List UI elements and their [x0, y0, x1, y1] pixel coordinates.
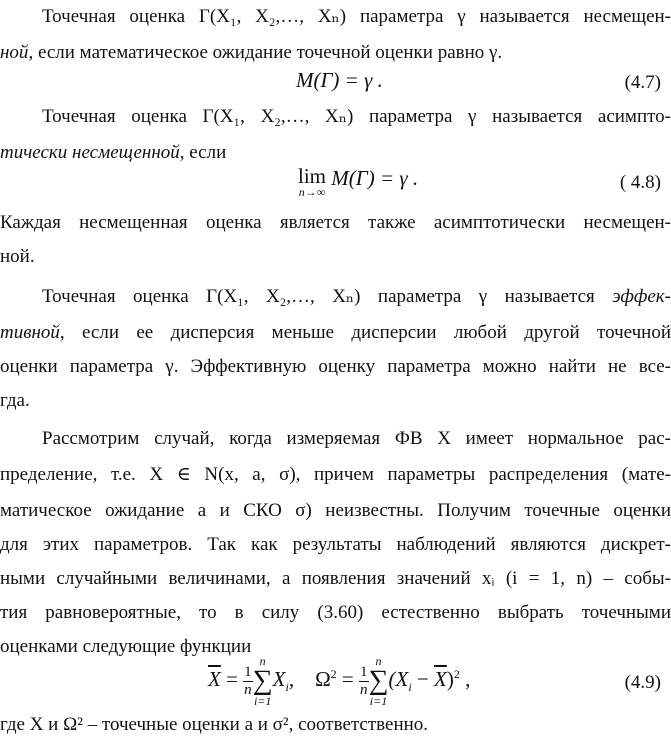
eq48-number: ( 4.8) — [619, 172, 661, 193]
para4-line3: оценки параметра γ. Эффективную оценку параметра можно найти не все- — [0, 356, 671, 377]
eq49-omega-sq: 2 — [330, 666, 337, 681]
para2-line2-italic: тически несмещенной — [0, 142, 180, 163]
eq49-minus: − — [411, 666, 434, 691]
para4-line2 — [0, 320, 671, 346]
eq49-frac2-num: 1 — [360, 663, 368, 680]
eq49-frac2-den: n — [360, 681, 368, 698]
eq49-frac2 — [359, 664, 369, 699]
para4-line1 — [0, 284, 671, 310]
eq49-sum1-sigma: ∑ — [252, 665, 273, 696]
para5-line7: оценками следующие функции — [0, 636, 252, 657]
para5-line2: пределение, т.е. X ∈ N(x, a, σ), причем параметры распределения (мате- — [0, 464, 671, 485]
eq49-paren-open: (X — [388, 666, 409, 691]
para4-line2-rest: , если ее дисперсия меньше дисперсии любой другой точечной — [59, 322, 671, 343]
para1-line2-italic: ной — [0, 42, 29, 63]
equation-4-8 — [298, 166, 418, 198]
eq49-paren-sq: 2 — [453, 666, 460, 681]
eq49-eq2: = — [341, 666, 354, 691]
para4-line4: гда. — [0, 390, 30, 411]
para5-line1: Рассмотрим случай, когда измеряемая ФВ X имеет нормальное рас- — [42, 428, 671, 449]
para1-line1-text: Точечная оценка Γ(X₁, X₂,…, Xₙ) параметра γ называется несмещен- — [42, 6, 671, 27]
eq49-frac1 — [243, 664, 253, 699]
para2-line1-text: Точечная оценка Γ(X₁, X₂,…, Xₙ) параметра γ называется асимпто- — [42, 106, 671, 127]
para2-line1 — [0, 104, 671, 130]
eq48-formula: M(Γ) = γ . — [331, 166, 419, 190]
eq49-sep: , — [288, 666, 310, 691]
eq47-formula: M(Γ) = γ . — [296, 68, 383, 92]
para5-line4: для этих параметров. Так как результаты наблюдений являются дискрет- — [0, 534, 671, 555]
para2-line2-rest: , если — [179, 142, 227, 163]
eq49-xbar2: $\overline{X}$ — [434, 666, 447, 691]
eq49-paren-close: ) — [446, 666, 454, 691]
equation-4-9 — [208, 654, 470, 708]
para3-line1: Каждая несмещенная оценка является также асимптотически несмещен- — [0, 212, 671, 233]
para4-line1-italic: эффек- — [612, 286, 671, 307]
eq49-end: , — [459, 666, 471, 691]
eq49-xi2-sub: i — [408, 680, 412, 694]
eq48-lim-under: n→∞ — [298, 185, 326, 199]
para4-line2-italic: тивной — [0, 322, 60, 343]
para4-line1-start: Точечная оценка Γ(X₁, X₂,…, Xₙ) параметра γ называется — [42, 286, 613, 307]
eq49-sum1-bottom: i=1 — [253, 694, 272, 708]
para1-line2-rest: , если математическое ожидание точечной оценки равно γ. — [28, 42, 503, 63]
final-line: где X и Ω² – точечные оценки a и σ², соответственно. — [0, 714, 429, 735]
eq49-number: (4.9) — [624, 672, 661, 693]
eq49-xbar: $\overline{X}$ — [208, 666, 221, 691]
eq49-sum2 — [369, 654, 389, 708]
eq49-sum2-top: n — [375, 654, 382, 668]
para2-line2 — [0, 140, 671, 166]
para5-line6: тия равновероятные, то в силу (3.60) естественно выбрать точечными — [0, 602, 671, 623]
para5-line5: ными случайными величинами, а появления значений xᵢ (i = 1, n) – собы- — [0, 568, 671, 589]
para1-line2 — [0, 40, 671, 66]
eq49-xi1: X — [272, 666, 286, 691]
eq48-lim-word: lim — [298, 164, 327, 188]
eq49-sum2-bottom: i=1 — [369, 694, 388, 708]
para3-line2: ной. — [0, 246, 35, 267]
eq49-sum1 — [253, 654, 273, 708]
eq49-frac1-num: 1 — [244, 663, 252, 680]
eq47-number: (4.7) — [624, 72, 661, 93]
equation-4-7 — [296, 68, 383, 93]
eq49-omega: Ω — [315, 666, 331, 691]
eq49-eq1: = — [226, 666, 238, 691]
eq49-sum2-sigma: ∑ — [368, 665, 389, 696]
eq49-frac1-den: n — [244, 681, 252, 698]
eq49-sum1-top: n — [259, 654, 266, 668]
eq48-lim — [298, 166, 326, 198]
para1-line1 — [0, 4, 671, 30]
eq49-xi1-sub: i — [285, 680, 289, 694]
para5-line3: матическое ожидание a и СКО σ) неизвестны. Получим точечные оценки — [0, 500, 671, 521]
